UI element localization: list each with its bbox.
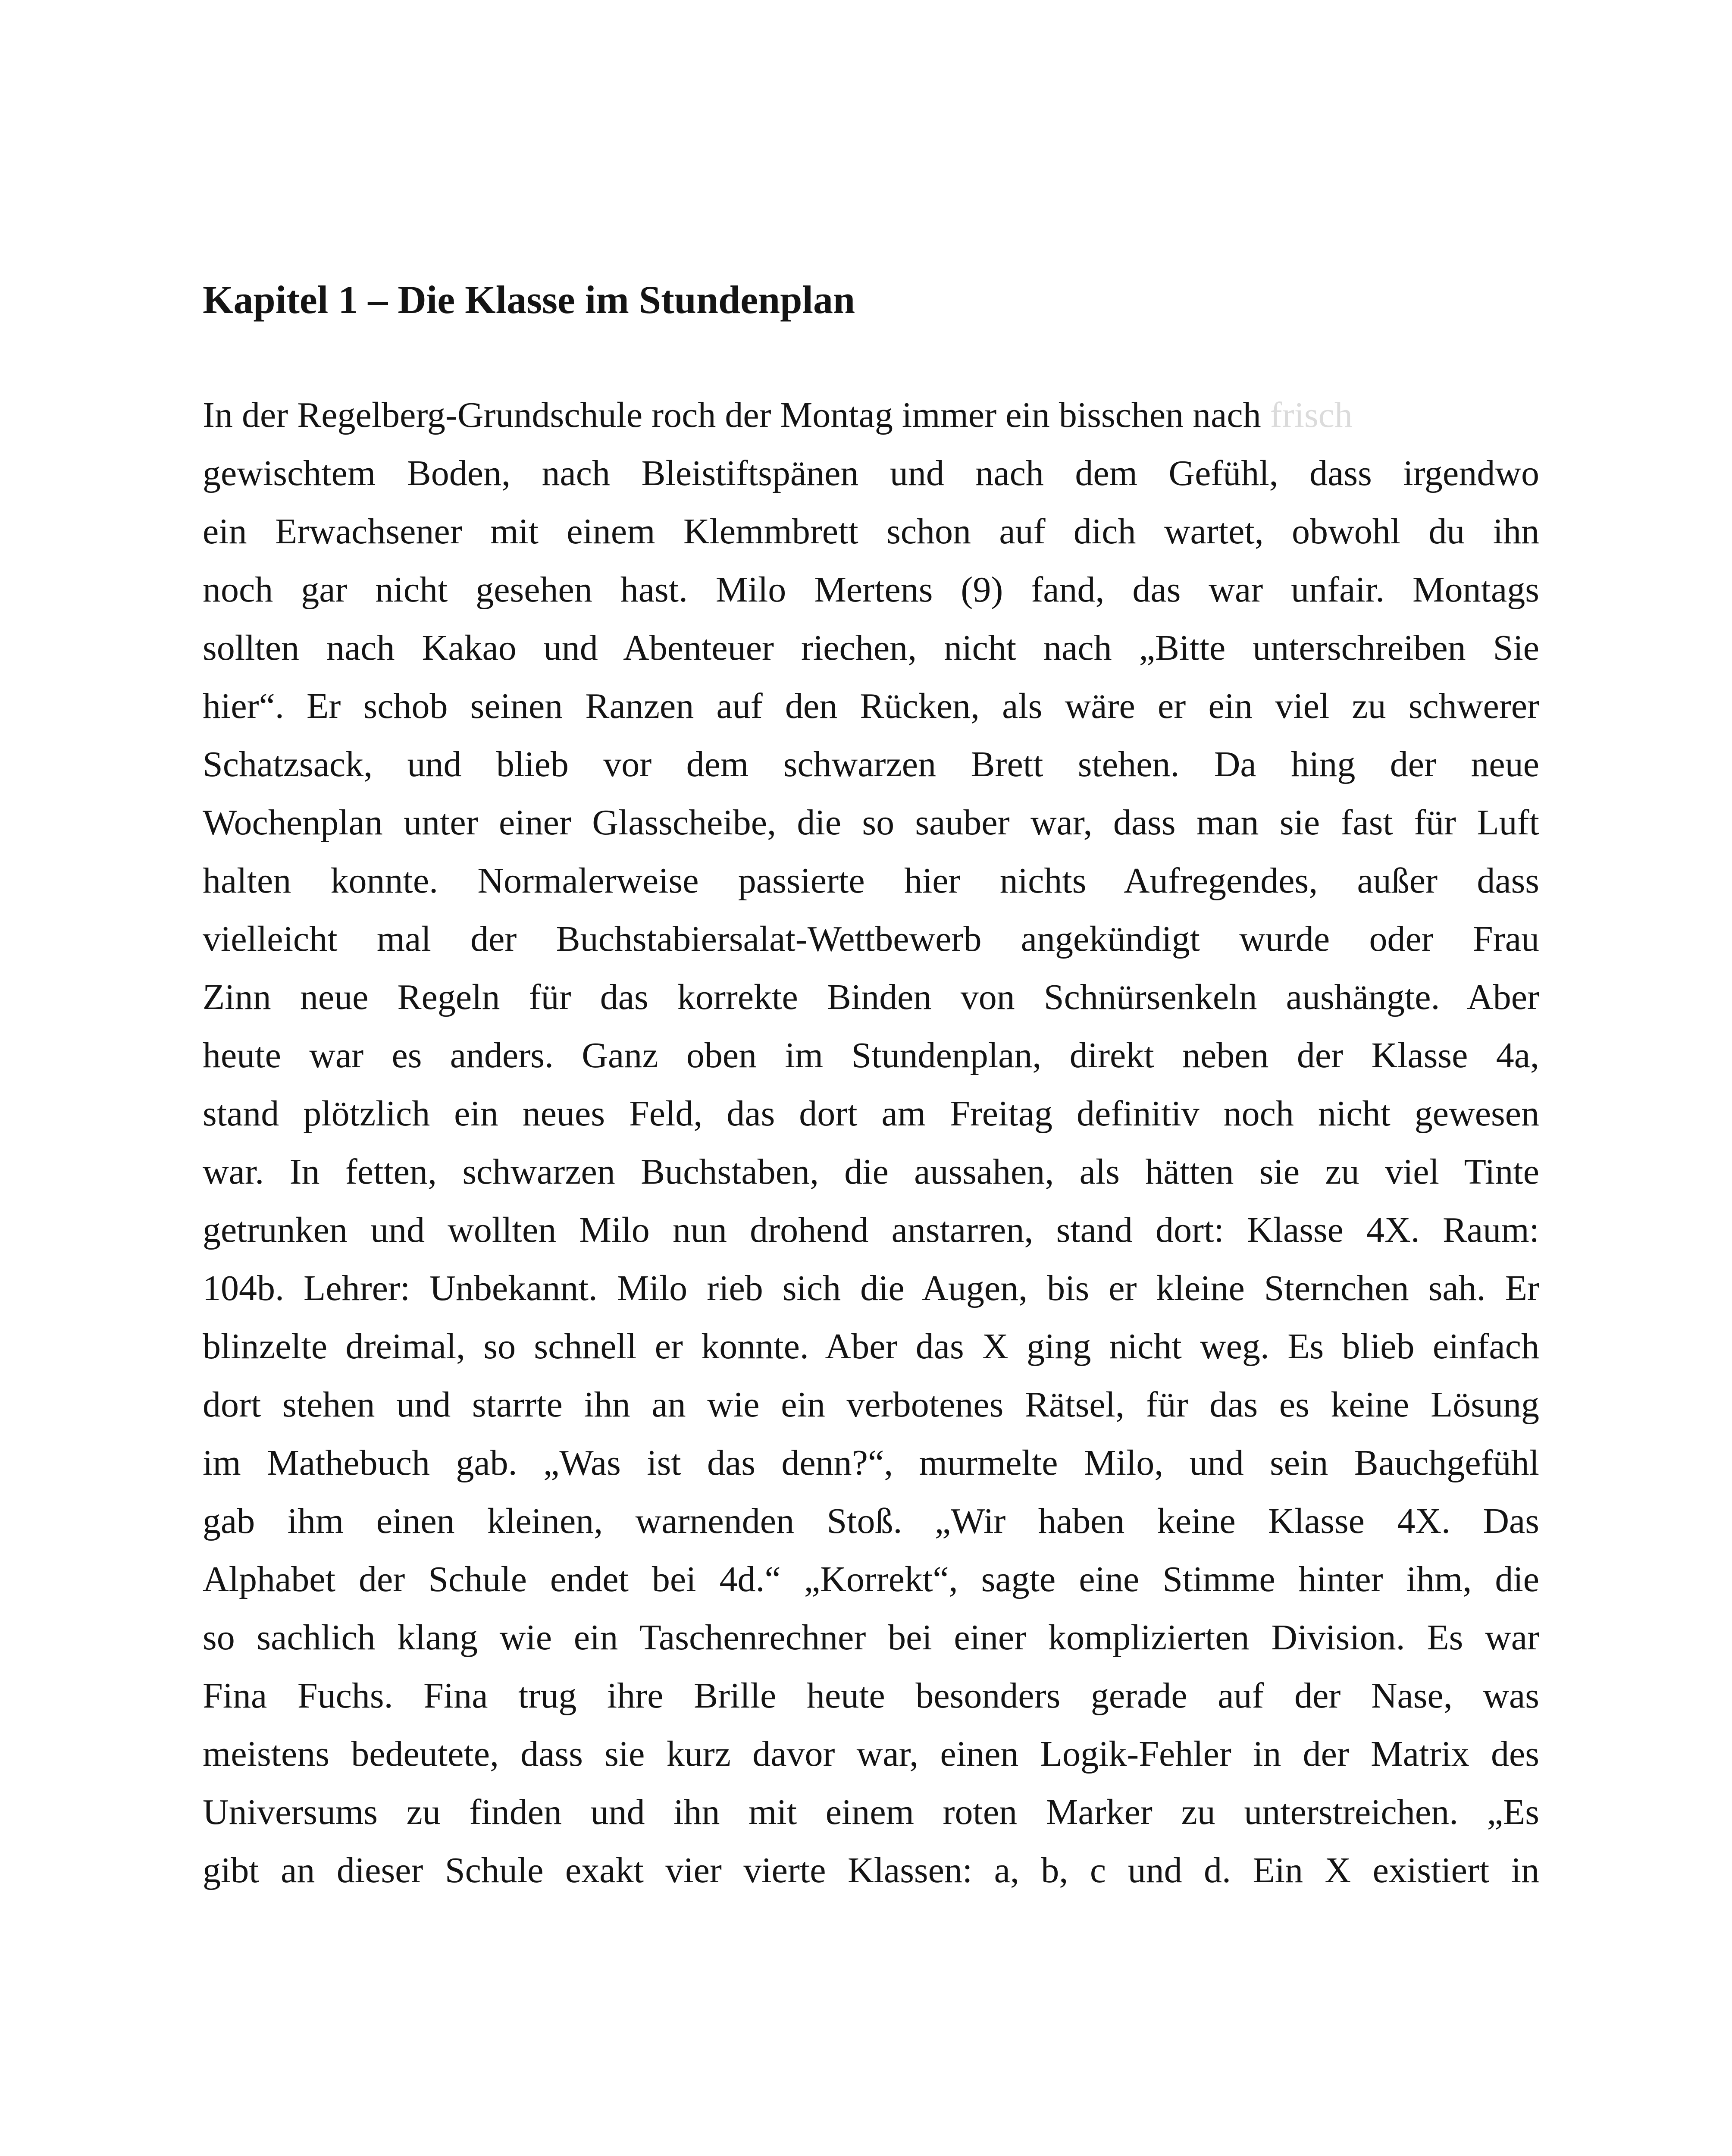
paragraph-line: Wochenplan unter einer Glasscheibe, die so sauber war, dass man sie fast für Luft <box>203 802 1539 843</box>
paragraph-line: gewischtem Boden, nach Bleistiftspänen und nach dem Gefühl, dass irgendwo <box>203 453 1539 493</box>
paragraph-line: ein Erwachsener mit einem Klemmbrett schon auf dich wartet, obwohl du ihn <box>203 511 1539 552</box>
paragraph-line-text: In der Regelberg-Grundschule roch der Montag immer ein bisschen nach <box>203 395 1261 435</box>
paragraph-line: so sachlich klang wie ein Taschenrechner bei einer komplizierten Division. Es war <box>203 1617 1539 1658</box>
paragraph-line: noch gar nicht gesehen hast. Milo Mertens (9) fand, das war unfair. Montags <box>203 570 1539 610</box>
paragraph-line: Alphabet der Schule endet bei 4d.“ „Korrekt“, sagte eine Stimme hinter ihm, die <box>203 1559 1539 1599</box>
paragraph-line: dort stehen und starrte ihn an wie ein verbotenes Rätsel, für das es keine Lösung <box>203 1385 1539 1425</box>
body-paragraph <box>203 386 1539 1899</box>
paragraph-line: sollten nach Kakao und Abenteuer riechen, nicht nach „Bitte unterschreiben Sie <box>203 628 1539 668</box>
paragraph-line: 104b. Lehrer: Unbekannt. Milo rieb sich die Augen, bis er kleine Sternchen sah. Er <box>203 1268 1539 1308</box>
paragraph-line: gab ihm einen kleinen, warnenden Stoß. „Wir haben keine Klasse 4X. Das <box>203 1501 1539 1541</box>
paragraph-line: blinzelte dreimal, so schnell er konnte. Aber das X ging nicht weg. Es blieb einfach <box>203 1326 1539 1366</box>
paragraph-line: halten konnte. Normalerweise passierte hier nichts Aufregendes, außer dass <box>203 861 1539 901</box>
paragraph-line: vielleicht mal der Buchstabiersalat-Wettbewerb angekündigt wurde oder Frau <box>203 919 1539 959</box>
paragraph-line: stand plötzlich ein neues Feld, das dort am Freitag definitiv noch nicht gewesen <box>203 1094 1539 1134</box>
faded-word: frisch <box>1270 395 1353 435</box>
paragraph-line: Fina Fuchs. Fina trug ihre Brille heute besonders gerade auf der Nase, was <box>203 1676 1539 1716</box>
paragraph-line <box>203 386 1539 444</box>
paragraph-line: hier“. Er schob seinen Ranzen auf den Rücken, als wäre er ein viel zu schwerer <box>203 686 1539 726</box>
paragraph-line: Schatzsack, und blieb vor dem schwarzen Brett stehen. Da hing der neue <box>203 744 1539 784</box>
paragraph-line: Zinn neue Regeln für das korrekte Binden von Schnürsenkeln aushängte. Aber <box>203 977 1539 1017</box>
paragraph-line: war. In fetten, schwarzen Buchstaben, die aussahen, als hätten sie zu viel Tinte <box>203 1152 1539 1192</box>
paragraph-line: heute war es anders. Ganz oben im Stundenplan, direkt neben der Klasse 4a, <box>203 1035 1539 1075</box>
chapter-title: Kapitel 1 – Die Klasse im Stundenplan <box>203 278 855 322</box>
paragraph-line: meistens bedeutete, dass sie kurz davor war, einen Logik-Fehler in der Matrix des <box>203 1734 1539 1774</box>
paragraph-line: im Mathebuch gab. „Was ist das denn?“, murmelte Milo, und sein Bauchgefühl <box>203 1443 1539 1483</box>
paragraph-line: gibt an dieser Schule exakt vier vierte Klassen: a, b, c und d. Ein X existiert in <box>203 1850 1539 1890</box>
paragraph-line: getrunken und wollten Milo nun drohend anstarren, stand dort: Klasse 4X. Raum: <box>203 1210 1539 1250</box>
paragraph-line: Universums zu finden und ihn mit einem roten Marker zu unterstreichen. „Es <box>203 1792 1539 1832</box>
